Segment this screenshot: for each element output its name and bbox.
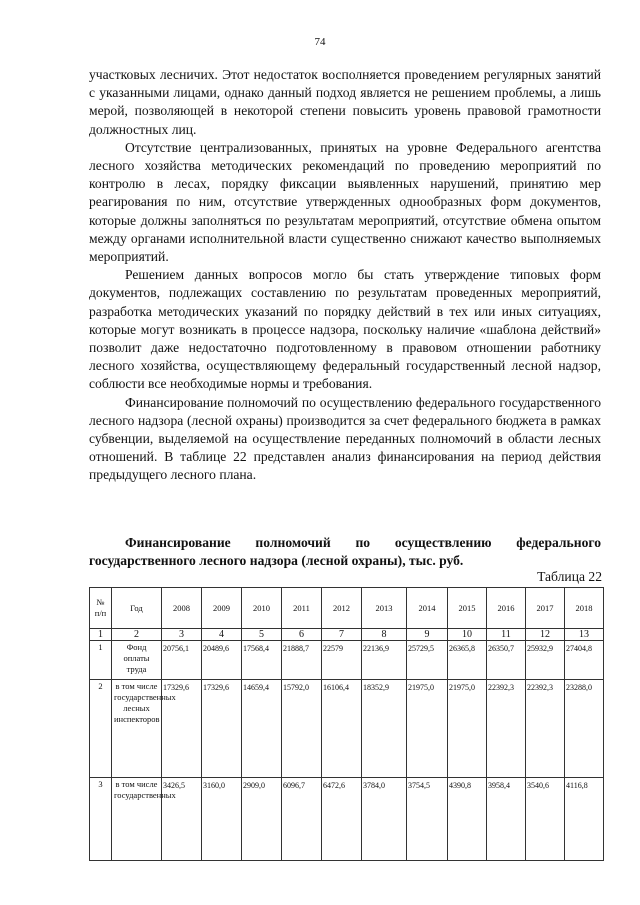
header-cell: 2010: [242, 588, 282, 629]
column-number: 4: [202, 629, 242, 641]
paragraph-1: участковых лесничих. Этот недостаток восполняется проведением регулярных занятий с указанными лицами, однако данный подход является не решением проблемы, а лишь мерой, позволяющей в некоторой степени повысить уровень правовой грамотности должностных лиц.: [89, 67, 601, 137]
table-cell: 6472,6: [322, 778, 362, 861]
header-cell: № п/п: [90, 588, 112, 629]
page-number: 74: [314, 36, 326, 48]
table-cell: 4116,8: [565, 778, 604, 861]
table-cell: 26365,8: [448, 641, 487, 680]
table-cell: 2909,0: [242, 778, 282, 861]
column-number: 3: [162, 629, 202, 641]
paragraph-3: Решением данных вопросов могло бы стать утверждение типовых форм документов, подлежащих составлению по результатам проведенных мероприятий, разработка методических указаний по порядку действий в тех или иных ситуациях, которые могут возникать в процессе надзора, поскольку наличие «шаблона действий» позволит даже недостаточно подготовленному в правовом отношении работнику лесного хозяйства, осуществляющему федеральный государственный лесной надзор, соблюсти все необходимые нормы и требования.: [89, 267, 601, 392]
table-cell: 25932,9: [526, 641, 565, 680]
column-number: 9: [407, 629, 448, 641]
table-cell: 17329,6: [162, 680, 202, 778]
header-cell: 2017: [526, 588, 565, 629]
header-cell: 2015: [448, 588, 487, 629]
table-cell: 22579: [322, 641, 362, 680]
table-cell: 3784,0: [362, 778, 407, 861]
column-number: 2: [112, 629, 162, 641]
column-number: 7: [322, 629, 362, 641]
row-number: 2: [90, 680, 112, 778]
table-title: Финансирование полномочий по осуществлению федерального государственного лесного надзора (лесной охраны), тыс. руб.: [89, 535, 601, 568]
table-cell: 16106,4: [322, 680, 362, 778]
paragraph-4: Финансирование полномочий по осуществлению федерального государственного лесного надзора (лесной охраны) производится за счет федерального бюджета в рамках субвенции, выделяемой на осуществление переданных полномочий в области лесных отношений. В таблице 22 представлен анализ финансирования на период действия предыдущего лесного плана.: [89, 394, 601, 483]
column-number: 11: [487, 629, 526, 641]
table-cell: 3426,5: [162, 778, 202, 861]
table-cell: 17329,6: [202, 680, 242, 778]
header-cell: 2008: [162, 588, 202, 629]
table-cell: 21975,0: [407, 680, 448, 778]
header-cell: 2018: [565, 588, 604, 629]
row-number: 3: [90, 778, 112, 861]
table-cell: 23288,0: [565, 680, 604, 778]
table-cell: 3958,4: [487, 778, 526, 861]
table-cell: 3160,0: [202, 778, 242, 861]
table-cell: 15792,0: [282, 680, 322, 778]
column-number: 10: [448, 629, 487, 641]
table-cell: 3540,6: [526, 778, 565, 861]
row-label: в том числе государственных: [112, 778, 162, 861]
table-cell: 20489,6: [202, 641, 242, 680]
table-cell: 18352,9: [362, 680, 407, 778]
table-header-row: [90, 588, 604, 629]
table-row: [90, 641, 604, 680]
table-row: [90, 680, 604, 778]
column-number: 13: [565, 629, 604, 641]
table-cell: 20756,1: [162, 641, 202, 680]
paragraph-2: Отсутствие централизованных, принятых на уровне Федерального агентства лесного хозяйства методических рекомендаций по проведению мероприятий по контролю в лесах, порядку фиксации выявленных нарушений, принятию мер реагирования по ним, отсутствие утвержденных однообразных форм документов, которые должны заполняться по результатам мероприятий, отсутствие обмена опытом между органами исполнительной власти существенно снижают качество выполняемых мероприятий.: [89, 139, 601, 265]
row-label: Фонд оплаты труда: [112, 641, 162, 680]
row-label: в том числе государственных лесных инспекторов: [112, 680, 162, 778]
header-cell: Год: [112, 588, 162, 629]
table-cell: 21888,7: [282, 641, 322, 680]
column-number: 5: [242, 629, 282, 641]
table-cell: 6096,7: [282, 778, 322, 861]
table-cell: 22392,3: [487, 680, 526, 778]
table-cell: 17568,4: [242, 641, 282, 680]
table-cell: 27404,8: [565, 641, 604, 680]
column-number: 6: [282, 629, 322, 641]
header-cell: 2013: [362, 588, 407, 629]
table-column-numbers-row: [90, 629, 604, 641]
table-cell: 25729,5: [407, 641, 448, 680]
table-cell: 3754,5: [407, 778, 448, 861]
body-text: [89, 66, 601, 485]
table-cell: 21975,0: [448, 680, 487, 778]
header-cell: 2014: [407, 588, 448, 629]
row-number: 1: [90, 641, 112, 680]
table-cell: 4390,8: [448, 778, 487, 861]
table-cell: 22136,9: [362, 641, 407, 680]
table-label: Таблица 22: [537, 569, 602, 584]
column-number: 1: [90, 629, 112, 641]
header-cell: 2016: [487, 588, 526, 629]
financing-table: [89, 587, 604, 861]
header-cell: 2011: [282, 588, 322, 629]
table-cell: 26350,7: [487, 641, 526, 680]
column-number: 12: [526, 629, 565, 641]
table-row: [90, 778, 604, 861]
column-number: 8: [362, 629, 407, 641]
header-cell: 2012: [322, 588, 362, 629]
table-cell: 22392,3: [526, 680, 565, 778]
header-cell: 2009: [202, 588, 242, 629]
table-cell: 14659,4: [242, 680, 282, 778]
